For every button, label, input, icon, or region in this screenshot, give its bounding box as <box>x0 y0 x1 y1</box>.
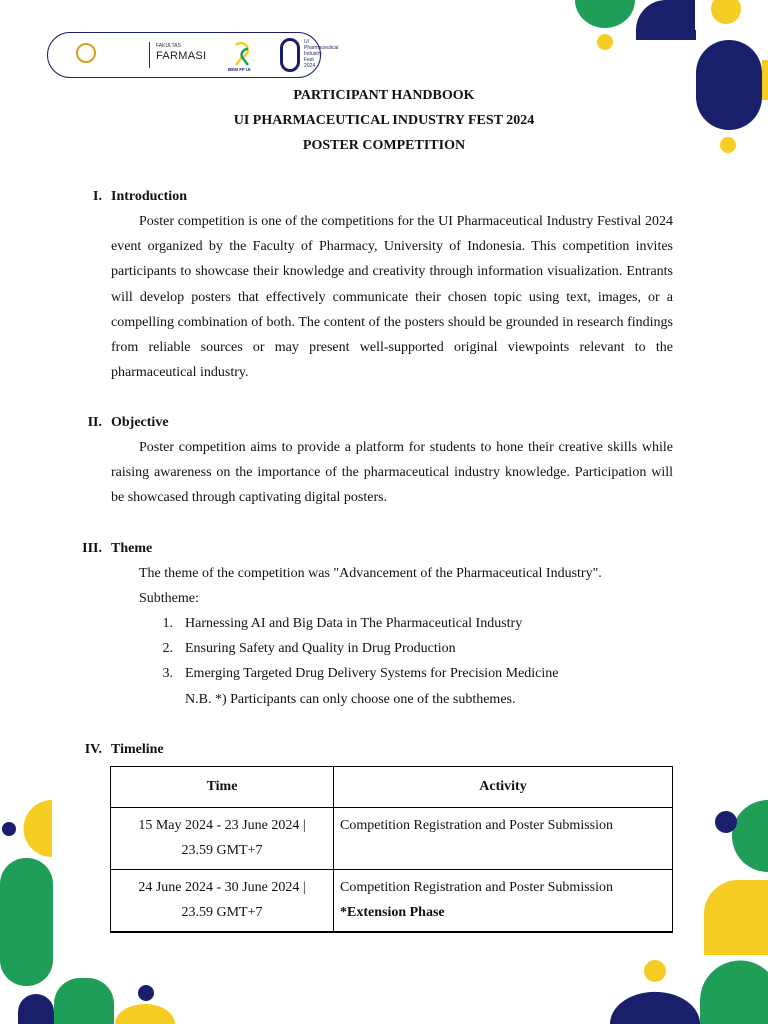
faculty-small-label: FAKULTAS <box>156 43 181 49</box>
time-cell: 24 June 2024 - 30 June 2024 | 23.59 GMT+7 <box>111 870 334 933</box>
subtheme-label: Subtheme: <box>139 591 199 606</box>
list-item: Emerging Targeted Drug Delivery Systems for Precision Medicine <box>185 666 559 681</box>
column-header-activity: Activity <box>334 767 673 808</box>
activity-cell: Competition Registration and Poster Submission <box>334 808 673 870</box>
section-heading-introduction: I. Introduction <box>93 189 187 204</box>
fest-logo-text: UI Pharmaceutical Industry Fest 2024 <box>304 39 339 69</box>
section-heading-theme: III. Theme <box>82 541 153 556</box>
section-number: IV. <box>84 742 102 757</box>
column-header-time: Time <box>111 767 334 808</box>
faculty-logo-text: FARMASI <box>156 50 207 62</box>
list-item: Ensuring Safety and Quality in Drug Production <box>185 641 456 656</box>
time-cell: 15 May 2024 - 23 June 2024 | 23.59 GMT+7 <box>111 808 334 870</box>
table-row <box>111 870 673 933</box>
handbook-title: PARTICIPANT HANDBOOK <box>293 88 475 103</box>
extension-phase-note: *Extension Phase <box>340 905 445 920</box>
ui-seal-logo <box>76 43 96 63</box>
introduction-paragraph: Poster competition is one of the competitions for the UI Pharmaceutical Industry Festival 2024 event organized by the Faculty of Pharmacy, University of Indonesia. This competition invites participants to showcase their knowledge and creativity through information visualization. Entrants will develop posters that effectively communicate their chosen topic using text, images, or a compelling combination of both. The content of the posters should be grounded in research findings from reliable sources or may present well-supported original viewpoints relevant to the pharmaceutical industry. <box>111 214 673 381</box>
objective-paragraph: Poster competition aims to provide a platform for students to hone their creative skills while raising awareness on the importance of the pharmaceutical industry knowledge. Participation will be showcased through captivating digital posters. <box>111 440 673 506</box>
header-logo-bar <box>47 32 339 78</box>
timeline-table <box>110 766 673 933</box>
logo-divider <box>149 42 150 68</box>
list-item-number: 3. <box>162 666 173 681</box>
subtheme-note: N.B. *) Participants can only choose one of the subthemes. <box>185 692 516 707</box>
list-item: Harnessing AI and Big Data in The Pharmaceutical Industry <box>185 616 523 631</box>
section-heading-timeline: IV. Timeline <box>84 742 164 757</box>
activity-cell: Competition Registration and Poster Submission *Extension Phase <box>334 870 673 933</box>
table-row <box>111 808 673 870</box>
fest-capsule-logo <box>280 38 300 72</box>
section-number: III. <box>82 541 102 556</box>
theme-statement: The theme of the competition was "Advancement of the Pharmaceutical Industry". <box>139 566 602 581</box>
section-heading-objective: II. Objective <box>87 415 169 430</box>
event-title: UI PHARMACEUTICAL INDUSTRY FEST 2024 <box>233 113 535 128</box>
section-number: II. <box>87 415 102 430</box>
bem-ff-ui-label: BEM FF UI <box>228 67 251 72</box>
section-number: I. <box>93 189 102 204</box>
list-item-number: 2. <box>162 641 173 656</box>
list-item-number: 1. <box>162 616 173 631</box>
table-header-row <box>111 767 673 808</box>
competition-title: POSTER COMPETITION <box>302 138 466 153</box>
